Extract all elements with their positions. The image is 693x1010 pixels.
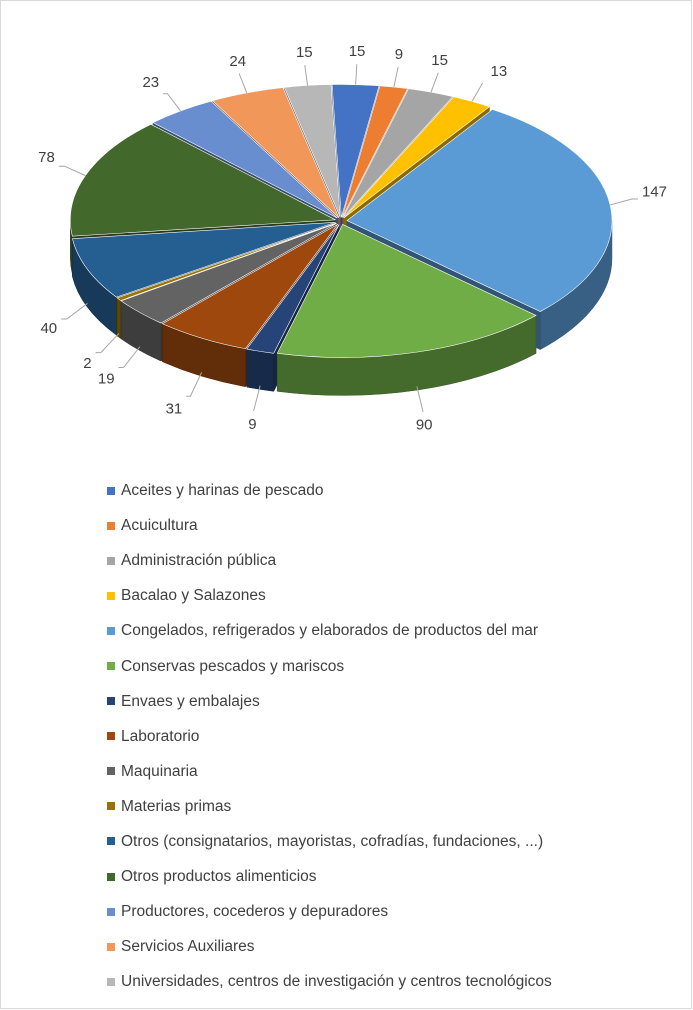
legend-swatch [107, 557, 115, 565]
legend-swatch [107, 837, 115, 845]
leader-line-2 [431, 73, 438, 92]
data-label-1: 9 [394, 46, 404, 64]
legend-label: Envaes y embalajes [121, 692, 260, 710]
leader-line-13 [239, 74, 247, 93]
legend-swatch [107, 767, 115, 775]
legend-label: Laboratorio [121, 727, 200, 745]
data-label-8: 19 [97, 370, 115, 388]
legend-swatch [107, 487, 115, 495]
leader-line-1 [394, 67, 398, 87]
legend-item [107, 929, 552, 964]
legend-swatch [107, 592, 115, 600]
legend-label: Otros (consignatarios, mayoristas, cofradías, fundaciones, ...) [121, 832, 544, 850]
leader-line-9 [96, 333, 119, 352]
slice-side-9-0 [117, 298, 121, 339]
legend-swatch [107, 732, 115, 740]
legend-label: Maquinaria [121, 762, 198, 780]
legend-swatch [107, 943, 115, 951]
legend-swatch [107, 802, 115, 810]
data-label-11: 78 [38, 149, 55, 167]
data-label-3: 13 [490, 62, 508, 80]
legend-item [107, 719, 552, 754]
leader-line-4 [610, 199, 638, 205]
data-label-12: 23 [142, 73, 160, 91]
legend-label: Materias primas [121, 797, 232, 815]
leader-line-12 [163, 94, 180, 111]
leader-line-6 [254, 386, 261, 411]
legend-item [107, 824, 552, 859]
leader-line-8 [119, 347, 140, 368]
legend-item [107, 964, 552, 999]
legend-label: Congelados, refrigerados y elaborados de productos del mar [121, 622, 539, 640]
legend-swatch [107, 522, 115, 530]
legend-swatch [107, 908, 115, 916]
legend-swatch [107, 697, 115, 705]
legend-item [107, 859, 552, 894]
legend-label: Otros productos alimenticios [121, 868, 317, 886]
legend-item [107, 543, 552, 578]
legend-label: Bacalao y Salazones [121, 587, 266, 605]
data-label-6: 9 [248, 415, 257, 433]
data-label-5: 90 [415, 416, 433, 434]
data-label-14: 15 [295, 44, 313, 62]
legend-item [107, 894, 552, 929]
legend-label: Administración pública [121, 552, 277, 570]
leader-line-3 [472, 83, 483, 101]
data-label-4: 147 [641, 183, 667, 201]
data-label-7: 31 [165, 400, 183, 418]
legend-label: Aceites y harinas de pescado [121, 482, 324, 500]
legend-item [107, 789, 552, 824]
legend-item [107, 473, 552, 508]
legend-item [107, 684, 552, 719]
legend-item [107, 648, 552, 683]
legend-swatch [107, 662, 115, 670]
legend-swatch [107, 627, 115, 635]
slice-side-6-0 [247, 349, 274, 391]
legend-swatch [107, 978, 115, 986]
chart-legend [107, 473, 552, 999]
data-label-2: 15 [431, 52, 448, 70]
data-label-13: 24 [229, 52, 247, 70]
legend-label: Servicios Auxiliares [121, 938, 255, 956]
leader-line-10 [61, 303, 87, 319]
legend-label: Universidades, centros de investigación y centros tecnológicos [121, 973, 552, 991]
leader-line-14 [305, 65, 308, 85]
data-label-10: 40 [40, 320, 58, 338]
leader-line-5 [417, 386, 423, 412]
pie-chart [1, 1, 693, 471]
legend-label: Acuicultura [121, 517, 198, 535]
legend-label: Conservas pescados y mariscos [121, 657, 345, 675]
data-label-0: 15 [348, 43, 366, 61]
leader-line-11 [59, 166, 86, 175]
legend-item [107, 613, 552, 648]
leader-line-7 [186, 372, 201, 396]
leader-line-0 [356, 64, 357, 84]
legend-item [107, 754, 552, 789]
legend-item [107, 578, 552, 613]
data-label-9: 2 [83, 355, 92, 373]
legend-item [107, 508, 552, 543]
legend-swatch [107, 873, 115, 881]
legend-label: Productores, cocederos y depuradores [121, 903, 389, 921]
